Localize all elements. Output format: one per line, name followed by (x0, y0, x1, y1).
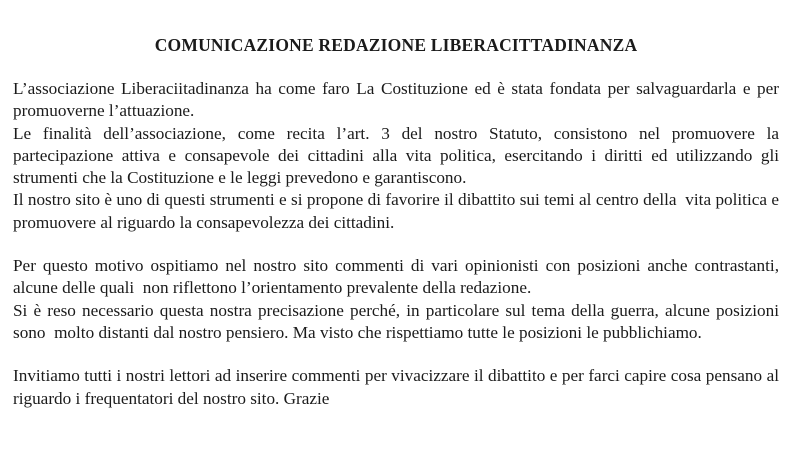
paragraph-clarification: Si è reso necessario questa nostra precisazione perché, in particolare sul tema della guerra, alcune posizioni sono molto distanti dal nostro pensiero. Ma visto che rispettiamo tutte le posizioni le pubblichiamo. (13, 300, 784, 342)
paragraph-statute-purpose: Le finalità dell’associazione, come recita l’art. 3 del nostro Statuto, consistono nel promuovere la partecipazione attiva e consapevole dei cittadini alla vita politica, esercitando i diritti ed utilizzando gli strumenti che la Costituzione e le leggi prevedono e garantiscono. (13, 123, 784, 188)
paragraph-opinions: Per questo motivo ospitiamo nel nostro sito commenti di vari opinionisti con posizioni anche contrastanti, alcune delle quali non riflettono l’orientamento prevalente della redazione. (13, 256, 784, 298)
paragraph-association-intro: L’associazione Liberaciitadinanza ha come faro La Costituzione ed è stata fondata per salvaguardarla e per promuoverne l’attuazione. (13, 79, 784, 121)
paragraph-invitation: Invitiamo tutti i nostri lettori ad inserire commenti per vivacizzare il dibattito e per farci capire cosa pensano al riguardo i frequentatori del nostro sito. Grazie (13, 366, 784, 408)
document-title: COMUNICAZIONE REDAZIONE LIBERACITTADINANZA (154, 35, 638, 55)
paragraph-site-purpose: Il nostro sito è uno di questi strumenti e si propone di favorire il dibattito sui temi al centro della vita politica e promuovere al riguardo la consapevolezza dei cittadini. (13, 190, 784, 232)
